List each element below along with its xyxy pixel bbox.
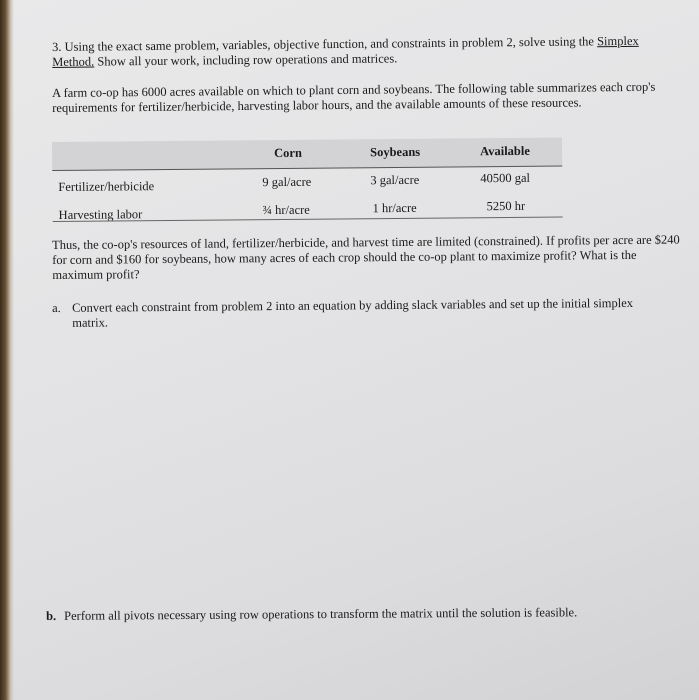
resource-table — [52, 138, 563, 224]
part-a-marker: a. — [52, 300, 61, 315]
problem-intro-text: 3. Using the exact same problem, variables, objective function, and constraints in problem 2, solve using the — [52, 34, 595, 54]
header-available: Available — [480, 143, 530, 159]
part-b-marker: b. — [46, 608, 57, 623]
problem-intro-tail: Show all your work, including row operations and matrices. — [94, 51, 398, 69]
problem-intro — [52, 34, 652, 70]
row-fertilizer-soybeans: 3 gal/acre — [370, 172, 420, 188]
row-fertilizer-available: 40500 gal — [480, 170, 531, 186]
header-corn: Corn — [274, 145, 302, 161]
simplex-method-underlined: Simplex Method. — [52, 33, 639, 69]
problem-description: A farm co-op has 6000 acres available on which to plant corn and soybeans. The following table summarizes each crop's requirements for fertilizer/herbicide, harvesting labor hours, and the available amounts of these resources. — [52, 79, 656, 115]
row-labor-label: Harvesting labor — [58, 207, 143, 222]
row-labor-soybeans: 1 hr/acre — [372, 200, 417, 216]
row-fertilizer-corn: 9 gal/acre — [262, 174, 312, 190]
part-b — [46, 605, 666, 624]
header-soybeans: Soybeans — [370, 144, 421, 160]
part-a-text: Convert each constraint from problem 2 into an equation by adding slack variables and set up the initial simplex matrix. — [71, 295, 634, 330]
row-labor-available: 5250 hr — [486, 198, 526, 214]
row-fertilizer-label: Fertilizer/herbicide — [58, 179, 155, 194]
part-b-text: Perform all pivots necessary using row operations to transform the matrix until the solution is feasible. — [64, 605, 578, 623]
problem-question: Thus, the co-op's resources of land, fertilizer/herbicide, and harvest time are limited (constrained). If profits per acre are $240 for corn and $160 for soybeans, how many acres of each crop should the co-op plant to maximize profit? What is the maximum profit? — [52, 232, 680, 282]
row-labor-corn: ¾ hr/acre — [262, 202, 310, 218]
part-a — [52, 296, 662, 331]
